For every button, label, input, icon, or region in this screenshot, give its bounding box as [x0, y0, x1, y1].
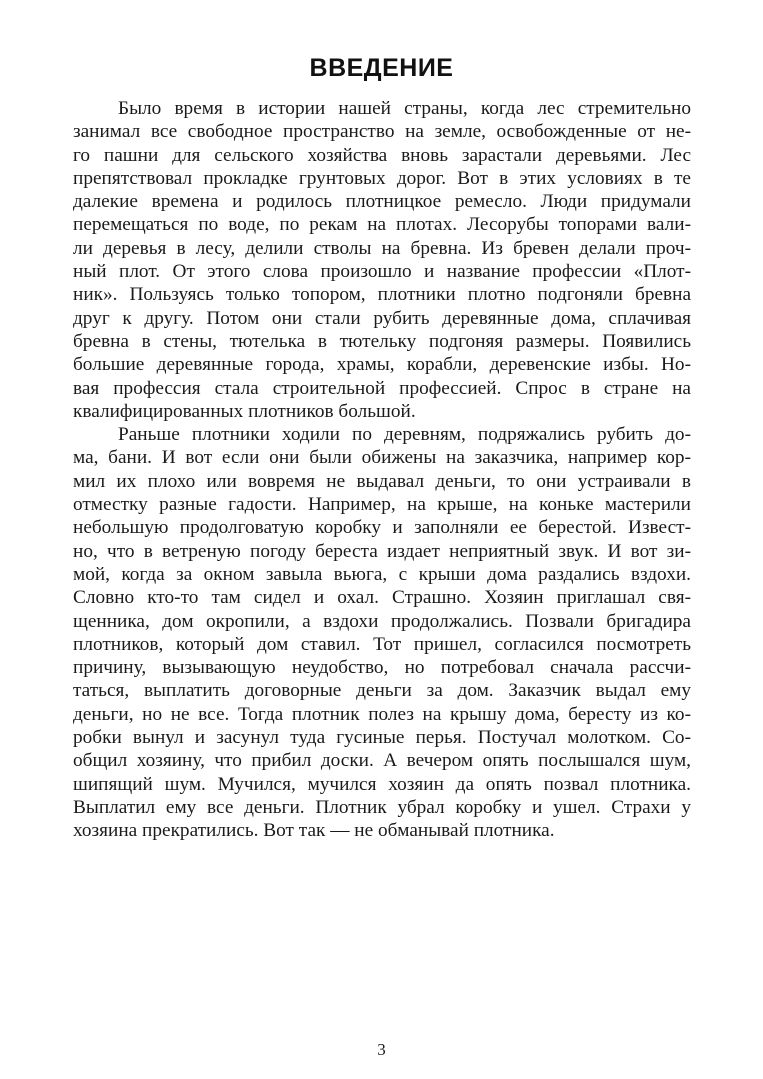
- text-line: го пашни для сельского хозяйства вновь зарастали деревьями. Лес: [73, 144, 691, 166]
- text-line: большие деревянные города, храмы, корабли, деревенские избы. Но-: [73, 354, 691, 376]
- text-line: мил их плохо или вовремя не выдавал деньги, то они устраивали в: [73, 470, 691, 492]
- section-heading: ВВЕДЕНИЕ: [309, 54, 454, 82]
- text-line: ли деревья в лесу, делили стволы на бревна. Из бревен делали проч-: [73, 237, 691, 259]
- paragraph-2: [73, 423, 691, 842]
- text-line: Словно кто-то там сидел и охал. Страшно. Хозяин приглашал свя-: [73, 587, 691, 609]
- paragraph-1: [73, 97, 691, 423]
- text-line: ный плот. От этого слова произошло и название профессии «Плот-: [73, 261, 691, 283]
- text-line: Было время в истории нашей страны, когда лес стремительно: [118, 98, 691, 119]
- text-line: причину, вызывающую неудобство, но потребовал сначала рассчи-: [73, 657, 691, 679]
- text-line: робки вынул и засунул туда гусиные перья. Постучал молотком. Со-: [73, 727, 691, 749]
- text-line: Раньше плотники ходили по деревням, подряжались рубить до-: [118, 424, 691, 446]
- text-line: общил хозяину, что прибил доски. А вечером опять послышался шум,: [73, 750, 691, 772]
- text-line: далекие времена и родилось плотницкое ремесло. Люди придумали: [73, 191, 691, 213]
- text-line: мой, когда за окном завыла вьюга, с крыши дома раздались вздохи.: [73, 563, 691, 585]
- text-line: но, что в ветреную погоду береста издает неприятный звук. И вот зи-: [73, 540, 691, 562]
- body-text: [73, 97, 691, 843]
- text-line: ник». Пользуясь только топором, плотники плотно подгоняли бревна: [73, 284, 691, 306]
- text-line: Выплатил ему все деньги. Плотник убрал коробку и ушел. Страхи у: [73, 796, 691, 818]
- text-line: щенника, дом окропили, а вздохи продолжались. Позвали бригадира: [73, 610, 691, 632]
- text-line: препятствовал прокладке грунтовых дорог. Вот в этих условиях в те: [73, 167, 691, 189]
- text-line: деньги, но не все. Тогда плотник полез на крышу дома, бересту из ко-: [73, 703, 691, 725]
- text-line: занимал все свободное пространство на земле, освобожденные от не-: [73, 121, 691, 143]
- text-line: перемещаться по воде, по рекам на плотах. Лесорубы топорами вали-: [73, 214, 691, 236]
- text-line: отместку разные гадости. Например, на крыше, на коньке мастерили: [73, 494, 691, 516]
- text-line: бревна в стены, тютелька в тютельку подгоняя размеры. Появились: [73, 330, 691, 352]
- page-number: 3: [377, 1040, 386, 1059]
- text-line: таться, выплатить договорные деньги за дом. Заказчик выдал ему: [73, 680, 691, 702]
- text-line: хозяина прекратились. Вот так — не обманывай плотника.: [73, 820, 555, 842]
- text-line: плотников, который дом ставил. Тот пришел, согласился посмотреть: [73, 633, 691, 655]
- text-line: вая профессия стала строительной профессией. Спрос в стране на: [73, 377, 691, 399]
- text-line: друг к другу. Потом они стали рубить деревянные дома, сплачивая: [73, 307, 691, 329]
- text-line: ма, бани. И вот если они были обижены на заказчика, например кор-: [73, 447, 691, 469]
- text-line: квалифицированных плотников большой.: [73, 400, 416, 422]
- text-line: шипящий шум. Мучился, мучился хозяин да опять позвал плотника.: [73, 773, 691, 795]
- text-line: небольшую продолговатую коробку и заполняли ее берестой. Извест-: [73, 517, 691, 539]
